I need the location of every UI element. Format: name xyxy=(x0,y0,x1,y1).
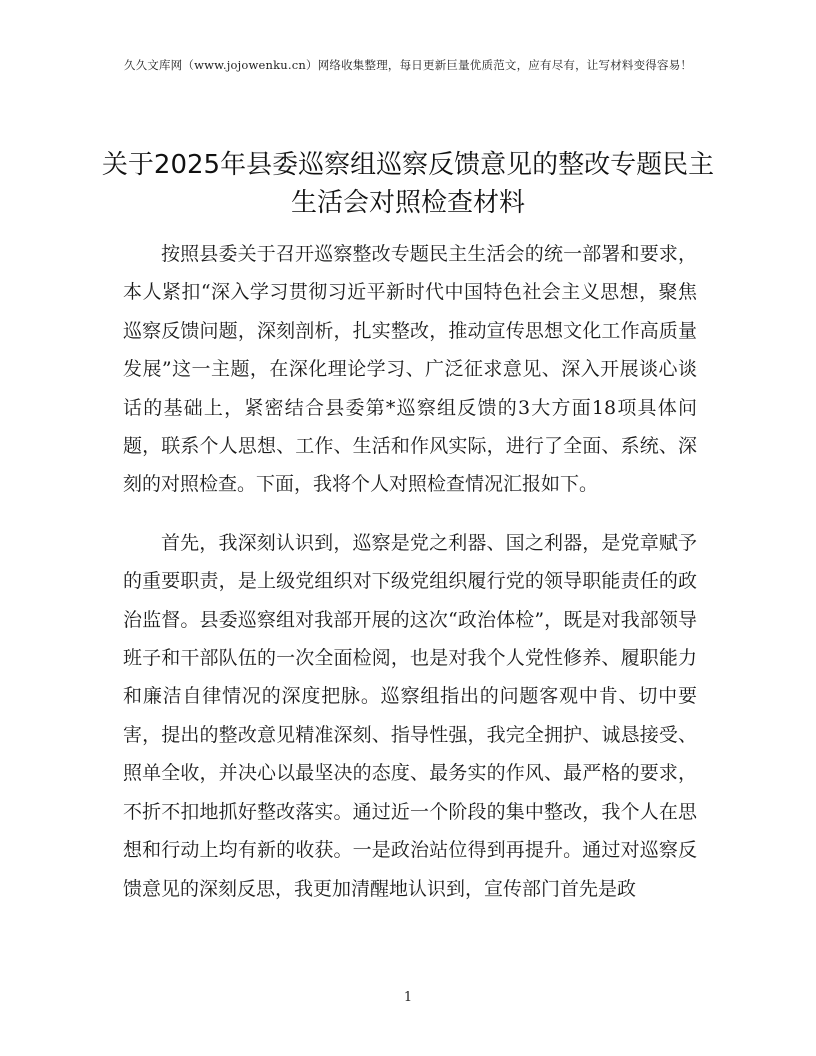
document-title: 关于2025年县委巡察组巡察反馈意见的整改专题民主生活会对照检查材料 xyxy=(101,150,715,218)
header-note: 久久文库网（www.jojowenku.cn）网络收集整理，每日更新巨量优质范文，应有尽有，让写材料变得容易！ xyxy=(123,58,693,72)
page-number: 1 xyxy=(403,990,413,1005)
document-body xyxy=(123,235,697,908)
paragraph: 按照县委关于召开巡察整改专题民主生活会的统一部署和要求，本人紧扣“深入学习贯彻习近平新时代中国特色社会主义思想，聚焦巡察反馈问题，深刻剖析，扎实整改，推动宣传思想文化工作高质量发展”这一主题，在深化理论学习、广泛征求意见、深入开展谈心谈话的基础上，紧密结合县委第*巡察组反馈的3大方面18项具体问题，联系个人思想、工作、生活和作风实际，进行了全面、系统、深刻的对照检查。下面，我将个人对照检查情况汇报如下。 xyxy=(123,243,697,496)
paragraph: 首先，我深刻认识到，巡察是党之利器、国之利器，是党章赋予的重要职责，是上级党组织对下级党组织履行党的领导职能责任的政治监督。县委巡察组对我部开展的这次“政治体检”，既是对我部领导班子和干部队伍的一次全面检阅，也是对我个人党性修养、履职能力和廉洁自律情况的深度把脉。巡察组指出的问题客观中肯、切中要害，提出的整改意见精准深刻、指导性强，我完全拥护、诚恳接受、照单全收，并决心以最坚决的态度、最务实的作风、最严格的要求，不折不扣地抓好整改落实。通过近一个阶段的集中整改，我个人在思想和行动上均有新的收获。一是政治站位得到再提升。通过对巡察反馈意见的深刻反思，我更加清醒地认识到，宣传部门首先是政 xyxy=(123,531,697,900)
